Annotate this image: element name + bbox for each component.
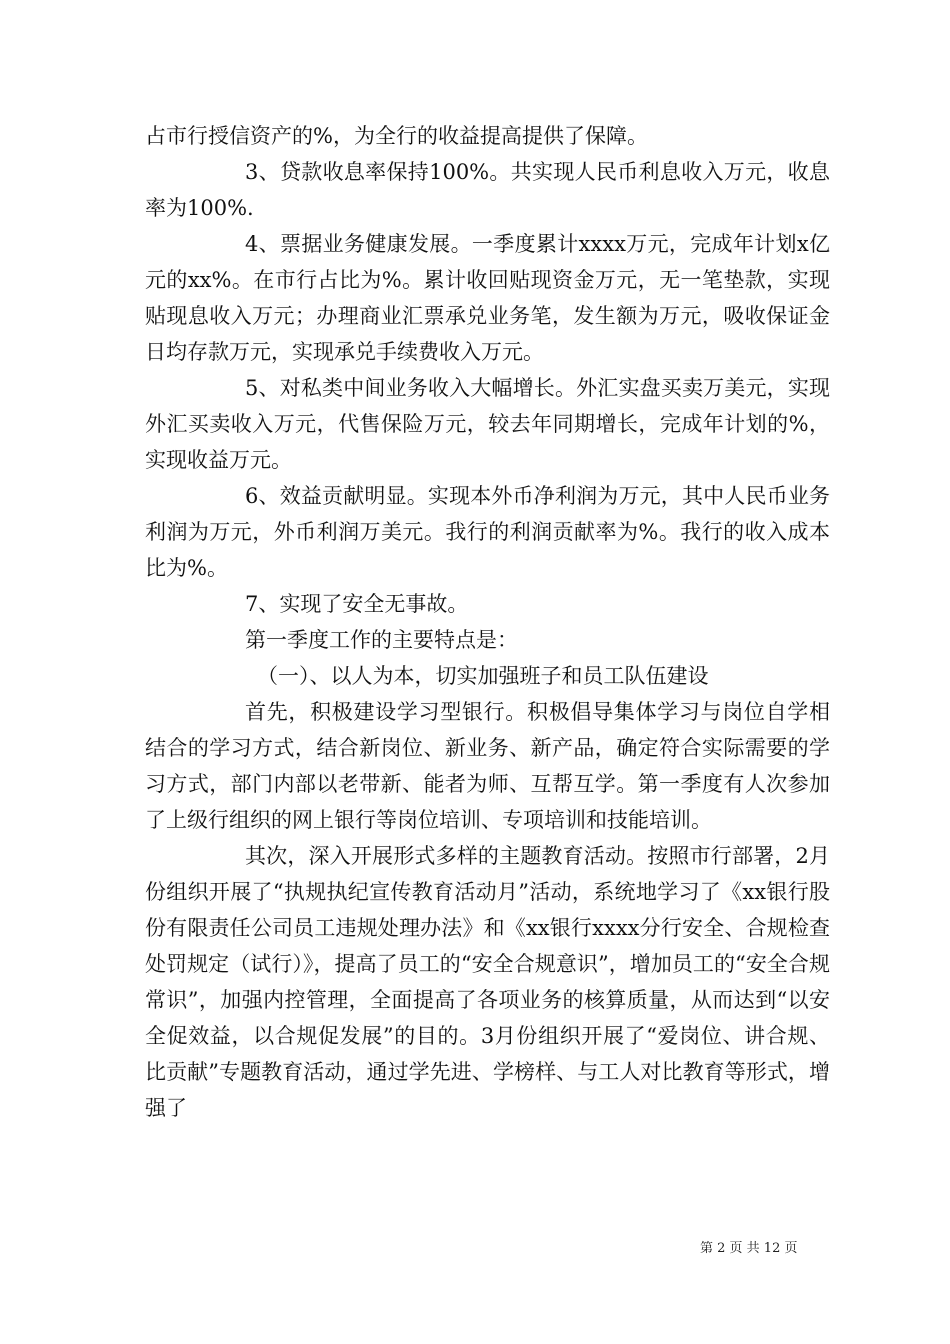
paragraph-6: 7、实现了安全无事故。	[245, 592, 469, 616]
paragraph-1: 占市行授信资产的%，为全行的收益提高提供了保障。	[145, 124, 648, 148]
paragraph-7: 第一季度工作的主要特点是：	[245, 628, 518, 652]
paragraph-4: 5、对私类中间业务收入大幅增长。外汇实盘买卖万美元，实现外汇买卖收入万元，代售保险万元，较去年同期增长，完成年计划的%，实现收益万元。	[145, 376, 830, 472]
page-number-footer: 第 2 页 共 12 页	[700, 1241, 798, 1256]
paragraph-2: 3、贷款收息率保持100%。共实现人民币利息收入万元，收息率为100%.	[145, 160, 830, 220]
section-heading: （一）、以人为本，切实加强班子和员工队伍建设	[257, 664, 709, 688]
paragraph-8: 首先，积极建设学习型银行。积极倡导集体学习与岗位自学相结合的学习方式，结合新岗位、新业务、新产品，确定符合实际需要的学习方式，部门内部以老带新、能者为师、互帮互学。第一季度有人次参加了上级行组织的网上银行等岗位培训、专项培训和技能培训。	[145, 700, 830, 832]
paragraph-5: 6、效益贡献明显。实现本外币净利润为万元，其中人民币业务利润为万元，外币利润万美元。我行的利润贡献率为%。我行的收入成本比为%。	[145, 484, 830, 580]
paragraph-3: 4、票据业务健康发展。一季度累计xxxx万元，完成年计划x亿元的xx%。在市行占比为%。累计收回贴现资金万元，无一笔垫款，实现贴现息收入万元；办理商业汇票承兑业务笔，发生额为万元，吸收保证金日均存款万元，实现承兑手续费收入万元。	[145, 232, 830, 364]
paragraph-9: 其次，深入开展形式多样的主题教育活动。按照市行部署，2月份组织开展了“执规执纪宣传教育活动月”活动，系统地学习了《xx银行股份有限责任公司员工违规处理办法》和《xx银行xxxx分行安全、合规检查处罚规定（试行）》，提高了员工的“安全合规意识”，增加员工的“安全合规常识”，加强内控管理，全面提高了各项业务的核算质量，从而达到“以安全促效益，以合规促发展”的目的。3月份组织开展了“爱岗位、讲合规、比贡献”专题教育活动，通过学先进、学榜样、与工人对比教育等形式，增强了	[145, 844, 830, 1120]
document-body	[145, 118, 830, 1126]
